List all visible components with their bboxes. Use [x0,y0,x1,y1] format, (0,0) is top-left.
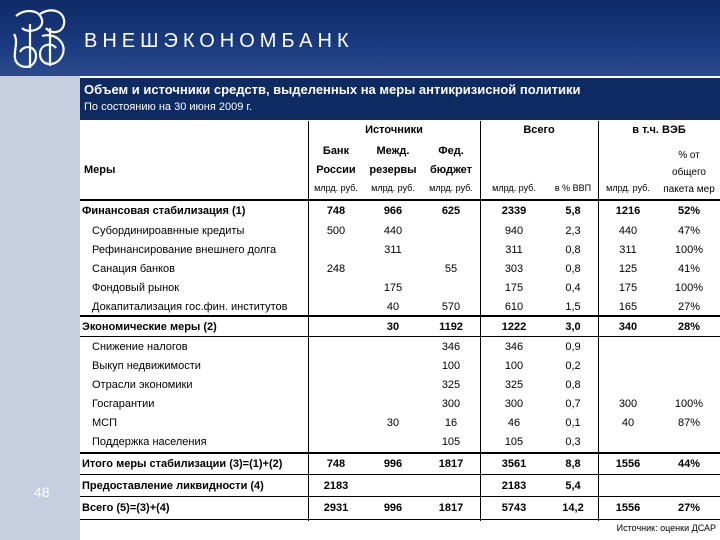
row-label: Выкуп недвижимости [92,359,201,372]
cell-fed: 100 [441,359,461,372]
cell-gdp: 0,2 [565,359,581,372]
table-row [80,497,720,519]
cell-total: 325 [504,378,524,391]
cell-veb: 165 [618,300,638,313]
cell-total: 303 [504,262,524,275]
cell-pct: 28% [677,320,701,333]
table-row [80,278,720,297]
cell-intl [364,475,422,497]
header-bank-2: России [316,164,356,176]
cell-total: 105 [504,435,524,448]
cell-intl: 996 [383,502,403,514]
cell-bank [308,297,364,316]
page-number: 48 [34,484,50,500]
cell-veb: 300 [618,397,638,410]
cell-bank [308,394,364,413]
row-label: Финансовая стабилизация (1) [82,204,246,217]
cell-fed: 625 [441,204,461,217]
column-divider [308,121,309,521]
table-row [80,413,720,432]
cell-total: 5743 [501,502,527,514]
brand-name: ВНЕШЭКОНОМБАНК [84,30,354,52]
row-divider [80,315,720,317]
row-label: Санация банков [92,262,175,275]
cell-veb: 1556 [615,502,641,514]
cell-pct [658,475,720,497]
cell-fed: 16 [444,416,458,429]
table-row [80,221,720,240]
header-bank-1: Банк [322,145,350,157]
cell-gdp: 0,3 [565,435,581,448]
cell-pct: 27% [677,502,701,514]
header-unit-intl: млрд. руб. [371,183,415,193]
cell-intl: 311 [384,243,402,256]
cell-veb [598,356,658,375]
cell-bank [308,337,364,356]
cell-gdp: 0,4 [565,281,581,294]
cell-intl [364,337,422,356]
cell-fed [422,240,480,259]
row-label: Рефинансирование внешнего долга [92,243,277,256]
cell-intl: 30 [386,416,400,429]
table-row [80,394,720,413]
header-incl-veb: в т.ч. ВЭБ [632,124,686,136]
table-row [80,432,720,451]
header-fed-1: Фед. [438,145,464,157]
cell-fed: 1817 [438,502,464,514]
cell-fed: 325 [441,378,461,391]
table-row [80,201,720,220]
cell-fed: 346 [441,340,461,353]
row-label: Поддержка населения [92,435,207,448]
cell-total: 346 [504,340,524,353]
cell-gdp: 2,3 [565,224,581,237]
cell-intl [364,394,422,413]
header-unit-veb: млрд. руб. [606,183,650,193]
cell-pct: 100% [674,397,704,410]
cell-veb [598,432,658,451]
cell-fed: 1817 [438,458,464,470]
cell-fed [422,221,480,240]
row-label: Субординироавнные кредиты [92,224,245,237]
cell-intl: 996 [383,458,403,470]
veb-logo-icon [6,4,72,72]
table-row [80,475,720,497]
cell-total: 2339 [501,204,527,217]
row-label: Докапитализация гос.фин. институтов [92,300,288,313]
cell-bank: 748 [326,458,346,470]
header-pct-1: % от [678,150,700,161]
cell-veb: 311 [619,243,637,256]
cell-total: 311 [505,243,523,256]
cell-intl: 175 [383,281,403,294]
row-divider [80,452,720,454]
row-label: МСП [92,416,118,429]
cell-total: 610 [504,300,524,313]
cell-gdp: 1,5 [565,300,581,313]
cell-intl: 440 [383,224,403,237]
header-unit-gdp: в % ВВП [554,183,592,193]
row-label: Итого меры стабилизации (3)=(1)+(2) [82,458,283,470]
cell-total: 46 [507,416,521,429]
header-total: Всего [523,124,555,136]
cell-total: 3561 [501,458,527,470]
cell-intl: 966 [383,204,403,217]
row-label: Экономические меры (2) [82,320,217,333]
cell-pct: 41% [677,262,701,275]
cell-pct [658,356,720,375]
row-divider [80,496,720,497]
cell-pct [658,432,720,451]
row-divider [80,336,720,337]
cell-pct: 87% [677,416,701,429]
header-unit-total: млрд. руб. [492,183,536,193]
row-label: Предоставление ликвидности (4) [82,480,264,492]
cell-gdp: 5,4 [565,480,581,492]
cell-fed: 55 [444,262,458,275]
cell-pct: 100% [674,281,704,294]
cell-pct: 47% [677,224,701,237]
slide-title: Объем и источники средств, выделенных на меры антикризисной политики [84,82,581,97]
row-label: Госгарантии [92,397,155,410]
cell-gdp: 0,8 [565,243,581,256]
cell-total: 300 [504,397,524,410]
cell-bank [308,316,364,337]
cell-bank [308,413,364,432]
table-row [80,356,720,375]
column-divider [480,121,481,521]
cell-bank [308,278,364,297]
row-divider [80,519,720,520]
table-row [80,297,720,316]
cell-total: 2183 [501,480,527,492]
cell-gdp: 8,8 [565,458,581,470]
cell-veb [598,375,658,394]
row-label: Отрасли экономики [92,378,193,391]
cell-fed [422,278,480,297]
cell-veb [598,475,658,497]
header-sources: Источники [365,124,423,136]
slide-subtitle: По состоянию на 30 июня 2009 г. [84,101,253,113]
row-label: Всего (5)=(3)+(4) [82,502,170,514]
cell-veb [598,337,658,356]
cell-bank [308,356,364,375]
table-row [80,453,720,475]
table-row [80,316,720,337]
cell-total: 940 [504,224,524,237]
row-divider [80,474,720,475]
cell-veb: 340 [618,320,638,333]
cell-gdp: 0,9 [565,340,581,353]
table-row [80,337,720,356]
header-pct-3: пакета мер [663,184,715,195]
cell-bank [308,375,364,394]
cell-bank [308,432,364,451]
cell-fed: 1192 [439,320,463,333]
header-unit-fed: млрд. руб. [429,183,473,193]
source-note: Источник: оценки ДСАР [616,523,716,533]
cell-bank: 248 [326,262,346,275]
cell-intl [364,432,422,451]
header-intl-1: Межд. [376,145,410,157]
left-sidebar [0,0,80,540]
cell-pct [658,375,720,394]
cell-gdp: 0,8 [565,378,581,391]
cell-intl: 30 [386,320,400,333]
cell-gdp: 5,8 [565,204,581,217]
cell-veb: 440 [618,224,638,237]
cell-gdp: 3,0 [565,320,581,333]
cell-veb: 40 [621,416,635,429]
cell-pct [658,337,720,356]
cell-pct: 27% [677,300,701,313]
header-unit-bank: млрд. руб. [314,183,358,193]
row-label: Снижение налогов [92,340,188,353]
header-fed-2: бюджет [429,164,473,176]
cell-total: 100 [504,359,524,372]
cell-intl [364,375,422,394]
cell-fed: 300 [441,397,461,410]
cell-gdp: 0,1 [565,416,581,429]
cell-pct: 52% [677,204,701,217]
cell-total: 1222 [501,320,527,333]
cell-gdp: 0,7 [565,397,581,410]
row-label: Фондовый рынок [92,281,180,294]
cell-intl [364,356,422,375]
cell-veb: 1556 [615,458,641,470]
cell-pct: 100% [674,243,704,256]
title-bar [80,78,720,120]
cell-bank: 500 [326,224,346,237]
header-pct-2: общего [672,167,706,178]
cell-bank: 2183 [323,480,349,492]
table-row [80,259,720,278]
cell-total: 175 [504,281,524,294]
cell-gdp: 14,2 [562,502,584,514]
table-row [80,240,720,259]
cell-veb: 175 [618,281,638,294]
cell-bank [308,240,364,259]
cell-veb: 125 [618,262,638,275]
header-intl-2: резервы [369,164,417,176]
cell-intl: 40 [386,300,400,313]
cell-fed: 570 [441,300,461,313]
header-measures: Меры [84,164,116,176]
data-table [80,121,720,521]
cell-veb: 1216 [615,204,641,217]
cell-intl [364,259,422,278]
cell-fed: 105 [441,435,461,448]
column-divider [598,121,599,521]
cell-pct: 44% [677,458,701,470]
cell-bank: 748 [326,204,346,217]
cell-fed [422,475,480,497]
cell-bank: 2931 [323,502,349,514]
table-row [80,375,720,394]
cell-gdp: 0,8 [565,262,581,275]
